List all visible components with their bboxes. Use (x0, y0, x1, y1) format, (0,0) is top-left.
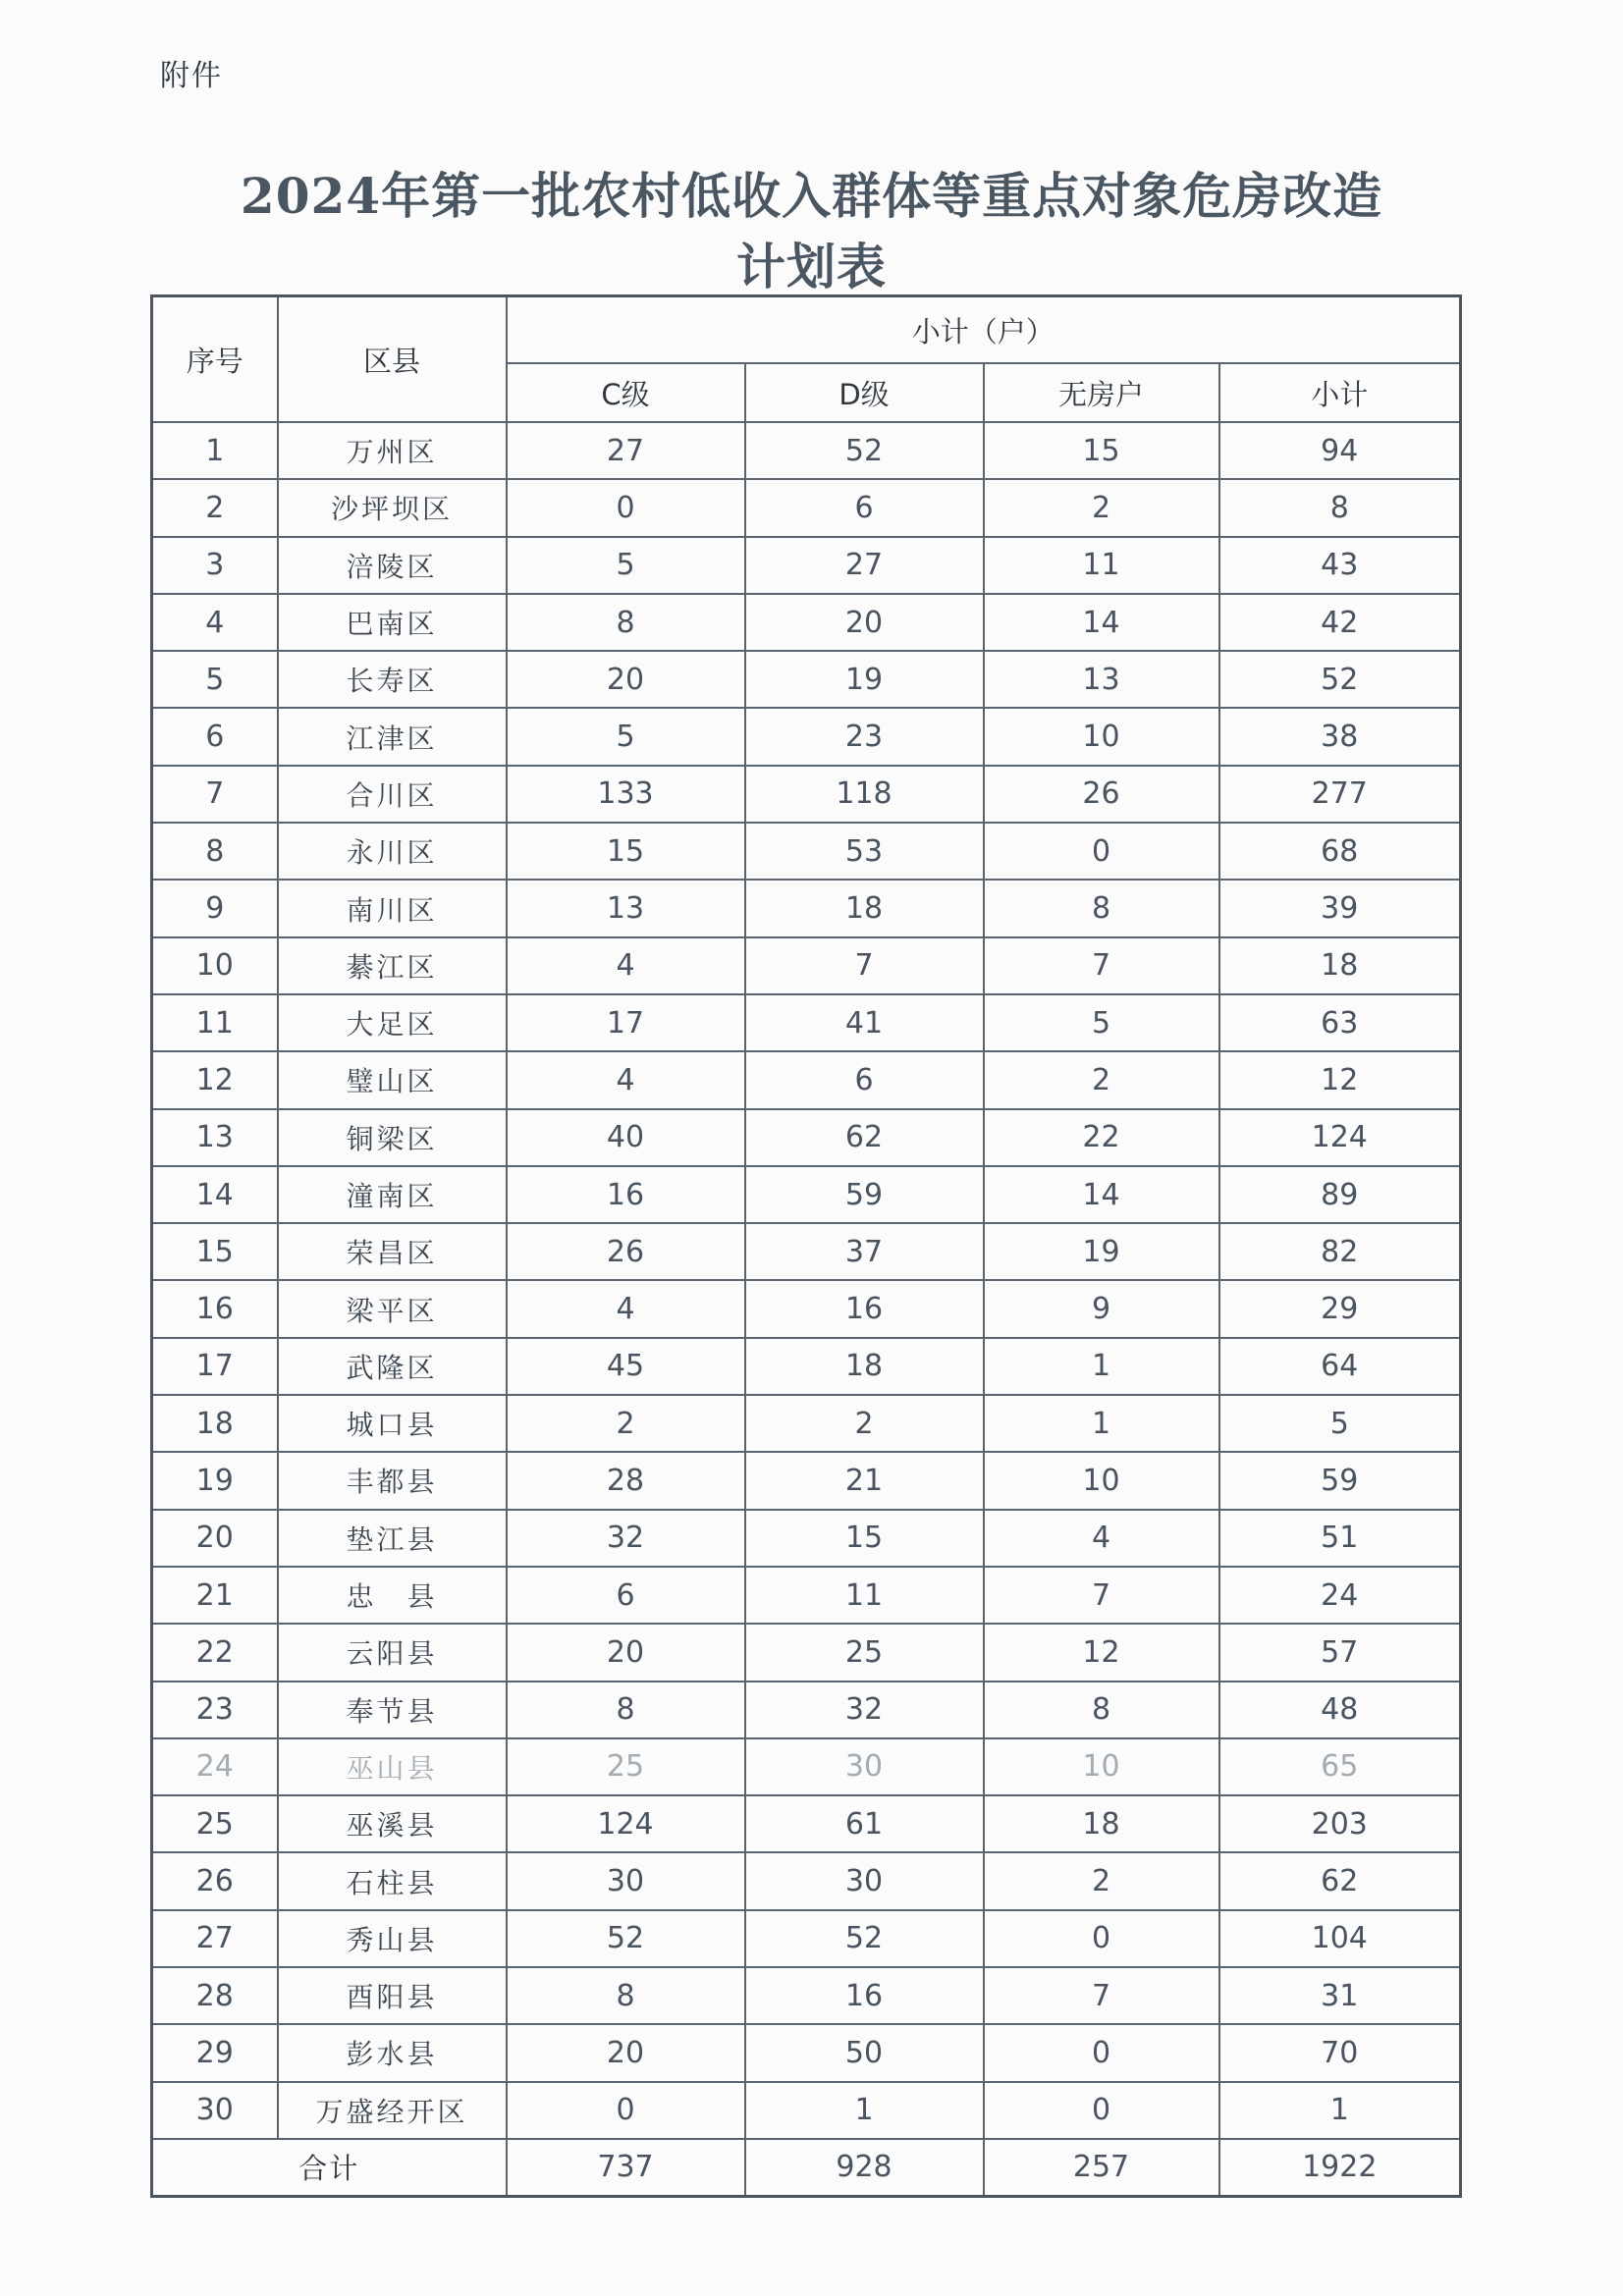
total-d-level: 928 (745, 2139, 984, 2197)
row-no-house: 2 (984, 479, 1219, 536)
total-subtotal: 1922 (1219, 2139, 1461, 2197)
row-no-house: 1 (984, 1395, 1219, 1452)
row-d-level: 52 (745, 422, 984, 479)
table-row (152, 1051, 1461, 1108)
row-c-level: 8 (507, 594, 745, 651)
row-c-level: 26 (507, 1223, 745, 1280)
row-seq: 9 (152, 880, 278, 936)
row-district: 荣昌区 (278, 1223, 507, 1280)
row-no-house: 13 (984, 651, 1219, 708)
d-level-header: D级 (745, 363, 984, 422)
row-no-house: 5 (984, 994, 1219, 1051)
row-no-house: 8 (984, 1682, 1219, 1738)
row-no-house: 4 (984, 1510, 1219, 1567)
row-subtotal: 94 (1219, 422, 1461, 479)
row-district: 梁平区 (278, 1280, 507, 1337)
row-district: 璧山区 (278, 1051, 507, 1108)
row-no-house: 12 (984, 1624, 1219, 1681)
total-row (152, 2139, 1461, 2197)
row-subtotal: 5 (1219, 1395, 1461, 1452)
row-c-level: 5 (507, 537, 745, 594)
table-row (152, 1567, 1461, 1624)
row-district: 长寿区 (278, 651, 507, 708)
row-district: 万盛经开区 (278, 2082, 507, 2139)
row-c-level: 0 (507, 2082, 745, 2139)
row-no-house: 1 (984, 1338, 1219, 1395)
table-row (152, 994, 1461, 1051)
row-c-level: 15 (507, 823, 745, 880)
row-district: 合川区 (278, 766, 507, 823)
row-subtotal: 63 (1219, 994, 1461, 1051)
table-row (152, 823, 1461, 880)
row-seq: 10 (152, 937, 278, 994)
table-row (152, 651, 1461, 708)
row-seq: 23 (152, 1682, 278, 1738)
row-d-level: 50 (745, 2024, 984, 2081)
subtotal-group-header: 小计（户） (507, 296, 1461, 364)
row-no-house: 0 (984, 823, 1219, 880)
row-subtotal: 51 (1219, 1510, 1461, 1567)
row-seq: 30 (152, 2082, 278, 2139)
no-house-header: 无房户 (984, 363, 1219, 422)
row-subtotal: 8 (1219, 479, 1461, 536)
row-c-level: 16 (507, 1166, 745, 1223)
row-no-house: 15 (984, 422, 1219, 479)
row-seq: 25 (152, 1795, 278, 1852)
row-seq: 19 (152, 1452, 278, 1509)
row-subtotal: 1 (1219, 2082, 1461, 2139)
table-row (152, 937, 1461, 994)
attachment-label: 附件 (160, 59, 223, 93)
row-seq: 29 (152, 2024, 278, 2081)
district-header: 区县 (278, 296, 507, 423)
table-row (152, 1280, 1461, 1337)
row-d-level: 41 (745, 994, 984, 1051)
row-seq: 28 (152, 1967, 278, 2024)
row-subtotal: 48 (1219, 1682, 1461, 1738)
row-d-level: 61 (745, 1795, 984, 1852)
row-d-level: 59 (745, 1166, 984, 1223)
row-seq: 5 (152, 651, 278, 708)
row-d-level: 18 (745, 880, 984, 936)
table-row (152, 1852, 1461, 1909)
row-subtotal: 65 (1219, 1738, 1461, 1795)
row-seq: 13 (152, 1109, 278, 1166)
row-c-level: 133 (507, 766, 745, 823)
table-row (152, 537, 1461, 594)
table-row (152, 422, 1461, 479)
row-no-house: 9 (984, 1280, 1219, 1337)
row-no-house: 2 (984, 1852, 1219, 1909)
table-row (152, 708, 1461, 765)
table-row (152, 1452, 1461, 1509)
row-seq: 16 (152, 1280, 278, 1337)
row-no-house: 26 (984, 766, 1219, 823)
row-no-house: 14 (984, 594, 1219, 651)
row-c-level: 45 (507, 1338, 745, 1395)
row-district: 云阳县 (278, 1624, 507, 1681)
row-seq: 22 (152, 1624, 278, 1681)
subtotal-header: 小计 (1219, 363, 1461, 422)
row-d-level: 7 (745, 937, 984, 994)
row-no-house: 0 (984, 2024, 1219, 2081)
table-row (152, 1223, 1461, 1280)
table-row (152, 479, 1461, 536)
row-seq: 15 (152, 1223, 278, 1280)
row-d-level: 52 (745, 1910, 984, 1967)
row-d-level: 30 (745, 1852, 984, 1909)
row-no-house: 2 (984, 1051, 1219, 1108)
row-district: 城口县 (278, 1395, 507, 1452)
row-c-level: 30 (507, 1852, 745, 1909)
row-subtotal: 57 (1219, 1624, 1461, 1681)
row-seq: 20 (152, 1510, 278, 1567)
row-c-level: 52 (507, 1910, 745, 1967)
row-seq: 1 (152, 422, 278, 479)
row-c-level: 20 (507, 651, 745, 708)
row-d-level: 118 (745, 766, 984, 823)
row-district: 江津区 (278, 708, 507, 765)
row-c-level: 13 (507, 880, 745, 936)
row-subtotal: 89 (1219, 1166, 1461, 1223)
row-subtotal: 70 (1219, 2024, 1461, 2081)
row-subtotal: 59 (1219, 1452, 1461, 1509)
row-district: 忠 县 (278, 1567, 507, 1624)
row-district: 彭水县 (278, 2024, 507, 2081)
table-body (152, 422, 1461, 2139)
row-c-level: 8 (507, 1682, 745, 1738)
row-c-level: 124 (507, 1795, 745, 1852)
row-d-level: 30 (745, 1738, 984, 1795)
row-seq: 27 (152, 1910, 278, 1967)
row-no-house: 19 (984, 1223, 1219, 1280)
row-c-level: 5 (507, 708, 745, 765)
row-subtotal: 31 (1219, 1967, 1461, 2024)
row-no-house: 11 (984, 537, 1219, 594)
row-d-level: 21 (745, 1452, 984, 1509)
row-d-level: 27 (745, 537, 984, 594)
row-subtotal: 68 (1219, 823, 1461, 880)
table-row (152, 1109, 1461, 1166)
row-d-level: 6 (745, 1051, 984, 1108)
table-row (152, 1395, 1461, 1452)
header-row (152, 296, 1461, 364)
total-c-level: 737 (507, 2139, 745, 2197)
row-seq: 6 (152, 708, 278, 765)
row-no-house: 10 (984, 708, 1219, 765)
row-district: 石柱县 (278, 1852, 507, 1909)
row-d-level: 20 (745, 594, 984, 651)
row-seq: 17 (152, 1338, 278, 1395)
row-subtotal: 29 (1219, 1280, 1461, 1337)
row-c-level: 17 (507, 994, 745, 1051)
row-c-level: 40 (507, 1109, 745, 1166)
row-d-level: 2 (745, 1395, 984, 1452)
row-c-level: 4 (507, 1280, 745, 1337)
row-c-level: 6 (507, 1567, 745, 1624)
row-district: 涪陵区 (278, 537, 507, 594)
table-row (152, 880, 1461, 936)
row-district: 秀山县 (278, 1910, 507, 1967)
row-seq: 11 (152, 994, 278, 1051)
row-c-level: 8 (507, 1967, 745, 2024)
row-district: 巫山县 (278, 1738, 507, 1795)
row-d-level: 1 (745, 2082, 984, 2139)
table-row (152, 1166, 1461, 1223)
table-row (152, 1682, 1461, 1738)
row-subtotal: 24 (1219, 1567, 1461, 1624)
table-row (152, 2024, 1461, 2081)
row-subtotal: 42 (1219, 594, 1461, 651)
row-d-level: 19 (745, 651, 984, 708)
row-no-house: 18 (984, 1795, 1219, 1852)
row-seq: 18 (152, 1395, 278, 1452)
row-no-house: 0 (984, 1910, 1219, 1967)
row-seq: 7 (152, 766, 278, 823)
row-district: 铜梁区 (278, 1109, 507, 1166)
row-district: 万州区 (278, 422, 507, 479)
document-title: 2024年第一批农村低收入群体等重点对象危房改造 (240, 167, 1383, 225)
row-subtotal: 43 (1219, 537, 1461, 594)
total-no-house: 257 (984, 2139, 1219, 2197)
row-district: 沙坪坝区 (278, 479, 507, 536)
row-seq: 26 (152, 1852, 278, 1909)
row-district: 奉节县 (278, 1682, 507, 1738)
row-c-level: 20 (507, 1624, 745, 1681)
table-row (152, 2082, 1461, 2139)
row-subtotal: 18 (1219, 937, 1461, 994)
row-district: 潼南区 (278, 1166, 507, 1223)
row-d-level: 11 (745, 1567, 984, 1624)
row-d-level: 16 (745, 1967, 984, 2024)
row-seq: 12 (152, 1051, 278, 1108)
row-subtotal: 12 (1219, 1051, 1461, 1108)
row-c-level: 4 (507, 1051, 745, 1108)
row-seq: 4 (152, 594, 278, 651)
row-c-level: 2 (507, 1395, 745, 1452)
row-c-level: 27 (507, 422, 745, 479)
row-no-house: 10 (984, 1738, 1219, 1795)
row-d-level: 16 (745, 1280, 984, 1337)
row-seq: 8 (152, 823, 278, 880)
row-c-level: 25 (507, 1738, 745, 1795)
row-district: 丰都县 (278, 1452, 507, 1509)
row-no-house: 14 (984, 1166, 1219, 1223)
row-subtotal: 124 (1219, 1109, 1461, 1166)
row-subtotal: 64 (1219, 1338, 1461, 1395)
row-subtotal: 82 (1219, 1223, 1461, 1280)
row-no-house: 0 (984, 2082, 1219, 2139)
table-row (152, 1624, 1461, 1681)
row-c-level: 32 (507, 1510, 745, 1567)
row-district: 南川区 (278, 880, 507, 936)
row-seq: 14 (152, 1166, 278, 1223)
table-row (152, 766, 1461, 823)
row-seq: 2 (152, 479, 278, 536)
row-subtotal: 277 (1219, 766, 1461, 823)
table-row (152, 1338, 1461, 1395)
row-no-house: 7 (984, 1567, 1219, 1624)
row-c-level: 20 (507, 2024, 745, 2081)
table-row (152, 1795, 1461, 1852)
row-district: 武隆区 (278, 1338, 507, 1395)
row-d-level: 18 (745, 1338, 984, 1395)
row-d-level: 6 (745, 479, 984, 536)
row-seq: 3 (152, 537, 278, 594)
row-c-level: 28 (507, 1452, 745, 1509)
row-no-house: 10 (984, 1452, 1219, 1509)
row-subtotal: 62 (1219, 1852, 1461, 1909)
row-district: 酉阳县 (278, 1967, 507, 2024)
row-subtotal: 203 (1219, 1795, 1461, 1852)
row-d-level: 25 (745, 1624, 984, 1681)
row-subtotal: 52 (1219, 651, 1461, 708)
row-district: 巴南区 (278, 594, 507, 651)
row-district: 綦江区 (278, 937, 507, 994)
row-c-level: 0 (507, 479, 745, 536)
row-district: 大足区 (278, 994, 507, 1051)
row-d-level: 15 (745, 1510, 984, 1567)
row-no-house: 8 (984, 880, 1219, 936)
row-d-level: 37 (745, 1223, 984, 1280)
row-subtotal: 104 (1219, 1910, 1461, 1967)
row-no-house: 22 (984, 1109, 1219, 1166)
row-subtotal: 39 (1219, 880, 1461, 936)
row-district: 永川区 (278, 823, 507, 880)
c-level-header: C级 (507, 363, 745, 422)
row-d-level: 62 (745, 1109, 984, 1166)
row-no-house: 7 (984, 937, 1219, 994)
seq-header: 序号 (152, 296, 278, 423)
row-seq: 24 (152, 1738, 278, 1795)
total-label: 合计 (152, 2139, 507, 2197)
table-row (152, 594, 1461, 651)
row-d-level: 32 (745, 1682, 984, 1738)
table-row (152, 1738, 1461, 1795)
document-title-line2: 计划表 (736, 238, 887, 295)
row-d-level: 23 (745, 708, 984, 765)
renovation-plan-table (150, 294, 1462, 2198)
table-row (152, 1510, 1461, 1567)
row-seq: 21 (152, 1567, 278, 1624)
table-row (152, 1967, 1461, 2024)
row-district: 巫溪县 (278, 1795, 507, 1852)
row-subtotal: 38 (1219, 708, 1461, 765)
row-d-level: 53 (745, 823, 984, 880)
row-district: 垫江县 (278, 1510, 507, 1567)
table-row (152, 1910, 1461, 1967)
row-no-house: 7 (984, 1967, 1219, 2024)
row-c-level: 4 (507, 937, 745, 994)
